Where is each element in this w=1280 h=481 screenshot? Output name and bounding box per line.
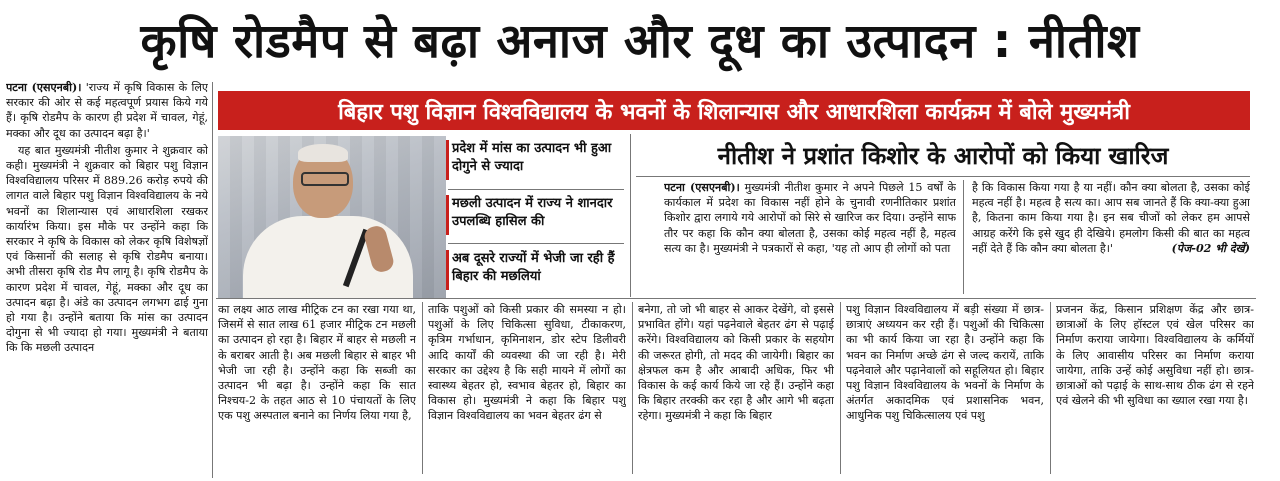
story-column-text bbox=[664, 180, 956, 256]
pull-quote-text: मछली उत्पादन में राज्य ने शानदार उपलब्धि हासिल की bbox=[452, 196, 613, 229]
column-rule bbox=[630, 134, 631, 297]
left-column-quote: 'राज्य में कृषि विकास के लिए सरकार की ओर से कई महत्वपूर्ण प्रयास किये गये हैं। कृषि रोडमैप के कारण ही प्रदेश में चावल, गेहूं, मक्का और दूध का उत्पादन बढ़ा है।' bbox=[6, 81, 208, 140]
bottom-column-text: प्रजनन केंद्र, किसान प्रशिक्षण केंद्र और छात्र-छात्राओं के लिए हॉस्टल एवं खेल परिसर का निर्माण कराया जायेगा। विश्वविद्यालय के कर्मियों के लिए आवासीय परिसर का निर्माण कराया जायेगा, ताकि उन्हें कोई असुविधा नहीं हो। छात्र-छात्राओं को पढ़ाई के साथ-साथ ठीक ढंग से रहने एवं खेलने की भी सुविधा का ख्याल रखा गया है। bbox=[1056, 303, 1254, 408]
story-column-text bbox=[972, 180, 1250, 256]
bottom-column bbox=[428, 302, 626, 478]
photo bbox=[218, 136, 446, 298]
pull-quote bbox=[446, 195, 632, 235]
page-jump: (पेज-02 भी देखें) bbox=[1171, 241, 1250, 255]
left-column bbox=[6, 80, 208, 478]
left-column-body: यह बात मुख्यमंत्री नीतीश कुमार ने शुक्रवार को कही। मुख्यमंत्री ने शुक्रवार को बिहार पशु विज्ञान विश्वविद्यालय परिसर में 889.26 करोड़ रुपये की लागत वाले बिहार पशु विज्ञान विश्वविद्यालय के नये भवनों का शिलान्यास एवं आधारशिला रखकर कार्यारंभ किया। इस मौके पर उन्होंने कहा कि सरकार ने कृषि के विकास को लेकर कृषि विशेषज्ञों एवं किसानों की सलाह से कृषि रोडमैप बनाया। अभी तीसरा कृषि रोड मैप लागू है। कृषि रोडमैप के कारण प्रदेश में चावल, गेहूं, मक्का और दूध का उत्पादन बढ़ा है। अंडे का उत्पादन लगभग ढाई गुना हो गया है। उन्होंने बताया कि मांस का उत्पादन दोगुना से भी ज्यादा हो गया। मुख्यमंत्री ने बताया कि कि मछली उत्पादन bbox=[6, 143, 208, 355]
story-headline: नीतीश ने प्रशांत किशोर के आरोपों को किया खारिज bbox=[717, 141, 1169, 170]
story-headline-rule bbox=[636, 176, 1250, 177]
column-rule bbox=[212, 82, 213, 478]
left-column-lead bbox=[6, 80, 208, 141]
pull-quote bbox=[446, 250, 632, 290]
photo-person-hair bbox=[298, 144, 348, 162]
story-column bbox=[664, 180, 956, 296]
bottom-column-text: का लक्ष्य आठ लाख मीट्रिक टन का रखा गया था, जिसमें से सात लाख 61 हजार मीट्रिक टन मछली का उत्पादन हो रहा है। बिहार में बाहर से मछली न के बराबर आती है। अब मछली बिहार से बाहर भी भेजी जा रही है। उन्होंने कहा कि सब्जी का उत्पादन भी बढ़ा है। उन्होंने कहा कि सात निश्चय-2 के तहत आठ से 10 पंचायतों के लिए एक पशु अस्पताल बनाने का निर्णय लिया गया है, bbox=[218, 303, 416, 423]
pull-quote-bar bbox=[446, 140, 449, 180]
pull-quote-bar bbox=[446, 250, 449, 290]
bottom-column-text: पशु विज्ञान विश्वविद्यालय में बड़ी संख्या में छात्र-छात्राएं अध्ययन कर रही हैं। पशुओं की चिकित्सा का भी कार्य किया जा रहा है। उन्होंने कहा कि भवन का निर्माण अच्छे ढंग से जल्द करायें, ताकि पढ़नेवाले और पढ़ानेवालों को सहूलियत हो। बिहार पशु विज्ञान विश्वविद्यालय के भवनों के निर्माण के अंतर्गत अकादमिक एवं प्रशासनिक भवन, आधुनिक पशु चिकित्सालय एवं पशु bbox=[846, 303, 1044, 423]
bottom-column-text: बनेगा, तो जो भी बाहर से आकर देखेंगे, वो इससे प्रभावित होंगे। यहां पढ़नेवाले बेहतर ढंग से पढ़ाई करेंगे। विश्वविद्यालय को किसी प्रकार के सहयोग की जरूरत होगी, तो मदद की जायेगी। बिहार का क्षेत्रफल कम है और आबादी अधिक, फिर भी विकास के कई कार्य किये जा रहे हैं। उन्होंने कहा कि बिहार तरक्की कर रहा है और आगे भी बढ़ता रहेगा। मुख्यमंत्री ने कहा कि बिहार bbox=[638, 303, 834, 423]
story-column bbox=[972, 180, 1250, 296]
section-rule bbox=[216, 298, 1256, 299]
column-rule bbox=[632, 302, 633, 474]
pull-quote-rule bbox=[448, 189, 624, 190]
bottom-column bbox=[638, 302, 834, 478]
dateline: पटना (एसएनबी)। bbox=[6, 81, 82, 94]
pull-quote-text: अब दूसरे राज्यों में भेजी जा रही हैं बिहार की मछलियां bbox=[452, 251, 615, 284]
column-rule bbox=[1050, 302, 1051, 474]
story-text: है कि विकास किया गया है या नहीं। कौन क्या बोलता है, उसका कोई महत्व नहीं है। महत्व है सत्य का। आप सब जानते हैं कि क्या-क्या हुआ है, कितना काम किया गया है। इन सब चीजों को लेकर हम आपसे आग्रह करेंगे कि इसे खुद ही देखिये। हमलोग किसी की बात का महत्व नहीं देते हैं कि कौन क्या बोलता है।' bbox=[972, 181, 1250, 255]
photo-person-glasses bbox=[301, 172, 349, 186]
story-text: मुख्यमंत्री नीतीश कुमार ने अपने पिछले 15 वर्षों के कार्यकाल में प्रदेश का विकास नहीं होने के चुनावी रणनीतिकार प्रशांत किशोर द्वारा लगाये गये आरोपों को सिरे से खारिज कर दिया। उन्होंने साफ तौर पर कहा कि कौन क्या बोलता है, उसका कोई महत्व नहीं है, महत्व सत्य का है। मुख्यमंत्री ने पत्रकारों से कहा, 'यह तो आप ही लोगों को पता bbox=[664, 181, 956, 255]
pull-quote-rule bbox=[448, 243, 624, 244]
banner-subheadline: बिहार पशु विज्ञान विश्वविद्यालय के भवनों के शिलान्यास और आधारशिला कार्यक्रम में बोले मुख्यमंत्री bbox=[218, 91, 1250, 130]
column-rule bbox=[840, 302, 841, 474]
bottom-column bbox=[1056, 302, 1254, 478]
column-rule bbox=[963, 180, 964, 294]
bottom-column bbox=[218, 302, 416, 478]
pull-quote-bar bbox=[446, 195, 449, 235]
pull-quote bbox=[446, 140, 632, 180]
main-headline: कृषि रोडमैप से बढ़ा अनाज और दूध का उत्पादन : नीतीश bbox=[140, 14, 1140, 69]
pull-quote-text: प्रदेश में मांस का उत्पादन भी हुआ दोगुने से ज्यादा bbox=[452, 141, 612, 174]
bottom-column-text: ताकि पशुओं को किसी प्रकार की समस्या न हो। पशुओं के लिए चिकित्सा सुविधा, टीकाकरण, कृत्रिम गर्भाधान, कृमिनाशन, डोर स्टेप डिलीवरी आदि कार्यों की व्यवस्था की जा रही है। मेरी सरकार का उद्देश्य है कि सही मायने में लोगों का स्वास्थ्य बेहतर हो, स्वभाव बेहतर हो, बिहार का विकास हो। मुख्यमंत्री ने कहा कि बिहार पशु विज्ञान विश्वविद्यालय का भवन बेहतर ढंग से bbox=[428, 303, 626, 423]
dateline: पटना (एसएनबी)। bbox=[664, 181, 740, 194]
column-rule bbox=[422, 302, 423, 474]
bottom-column bbox=[846, 302, 1044, 478]
